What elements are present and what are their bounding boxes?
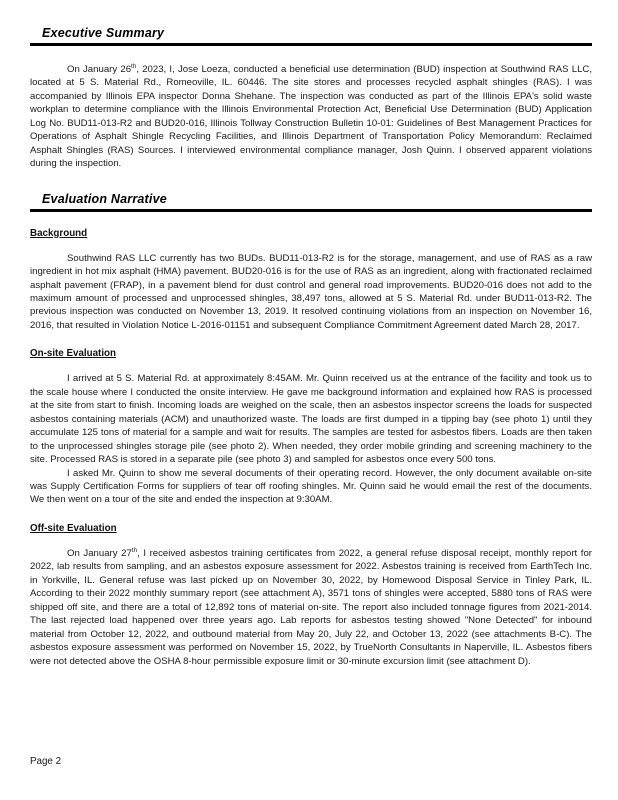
paragraph-background: Southwind RAS LLC currently has two BUDs. BUD11-013-R2 is for the storage, management, and use of RAS as a raw ingredient in hot mix asphalt (HMA) pavement. BUD20-016 is for the use of RAS as an ingredient, along with fractionated reclaimed asphalt pavement (FRAP), in a pavement blend for dust control and general road improvements. BUD20-016 does not add to the maximum amount of processed and unprocessed shingles, 38,497 tons, allowed at 5 S. Material Rd. under BUD11-013-R2. The previous inspection was conducted on November 13, 2019. It resolved continuing violations from an inspection on November 16, 2016, that resulted in Violation Notice L-2016-01151 and subsequent Compliance Commitment Agreement dated March 28, 2017. [30,252,592,331]
exec-paragraph-body: , 2023, I, Jose Loeza, conducted a beneficial use determination (BUD) inspection at Southwind RAS LLC, located at 5 S. Material Rd., Romeoville, IL. 60446. The site stores and processes recycled asphalt shingles (RAS). I was accompanied by Illinois EPA inspector Donna Shehane. The inspection was conducted as part of the Illinois EPA's solid waste workplan to determine compliance with the Illinois Environmental Protection Act, Beneficial Use Determination (BUD) Application Log No. BUD11-013-R2 and BUD20-016, Illinois Tollway Construction Bulletin 10-01: Guidelines of Best Management Practices for Operations of Asphalt Shingle Recycling Facilities, and Illinois Department of Transportation Policy Memorandum: Reclaimed Asphalt Shingles (RAS) Sources. I interviewed environmental compliance manager, Josh Quinn. I observed apparent violations during the inspection. [30,64,593,170]
offsite-paragraph-start: On January 27 [67,547,132,559]
exec-paragraph-start: On January 26 [67,64,132,75]
paragraph-executive-summary [30,63,592,171]
paragraph-offsite [30,547,592,668]
heading-executive-summary: Executive Summary [42,26,165,40]
offsite-paragraph-body: , I received asbestos training certificates from 2022, a general refuse disposal receipt, monthly report for 2022, lab results from sampling, and an asbestos exposure assessment for 2022. Asbestos training is received from EarthTech Inc. in Yorkville, IL. General refuse was last picked up on November 30, 2022, by Homewood Disposal Service in Tinley Park, IL. According to their 2022 monthly summary report (see attachment A), 3571 tons of shingles were accepted, 5880 tons of RAS were shipped off site, and there are a total of 12,892 tons of material on-site. The report also included tonnage figures from 2021-2014. The last rejected load happened over three years ago. Lab reports for asbestos testing showed "None Detected" for inbound material from October 12, 2022, and outbound material from May 20, July 22, and October 13, 2022 (see attachments B-C). The asbestos exposure assessment was performed on November 15, 2022, by TrueNorth Consultants in Naperville, IL. Asbestos fibers were not detected above the OSHA 8-hour permissible exposure limit or 30-minute excursion limit (see attachment D). [30,547,592,667]
page-number: Page 2 [30,756,62,767]
spacer [30,46,592,63]
evaluation-narrative-rule [30,209,592,212]
paragraph-onsite-1: I arrived at 5 S. Material Rd. at approximately 8:45AM. Mr. Quinn received us at the entrance of the facility and took us to the scale house where I conducted the onsite interview. He gave me background information and explained how RAS is processed at the site from start to finish. Incoming loads are weighed on the scale, then an asbestos inspector screens the loads for suspected asbestos containing materials (ACM) and unauthorized waste. The loads are first dumped in a tipping bay (see photo 1) until they accumulate 125 tons of material for a sample and wait for results. The samples are tested for asbestos fibers. Loads are then taken to the unprocessed shingles storage pile (see photo 2). When needed, they order mobile grinding and screening machinery to the site. Processed RAS is stored in a separate pile (see photo 3) and sampled for asbestos once every 500 tons. [30,373,592,466]
paragraph-onsite-2: I asked Mr. Quinn to show me several documents of their operating record. However, the only document available on-site was Supply Certification Forms for suppliers of tear off roofing shingles. Mr. Quinn said he would email the rest of the documents. We then went on a tour of the site and ended the inspection at 9:30AM. [30,467,592,506]
subheading-offsite-evaluation: Off-site Evaluation [30,522,117,534]
subheading-onsite-evaluation: On-site Evaluation [30,348,117,360]
offsite-paragraph-superscript: th [131,546,138,554]
spacer [30,171,592,192]
exec-paragraph-superscript: th [131,62,137,70]
subheading-background: Background [30,227,88,239]
heading-evaluation-narrative: Evaluation Narrative [42,191,167,206]
